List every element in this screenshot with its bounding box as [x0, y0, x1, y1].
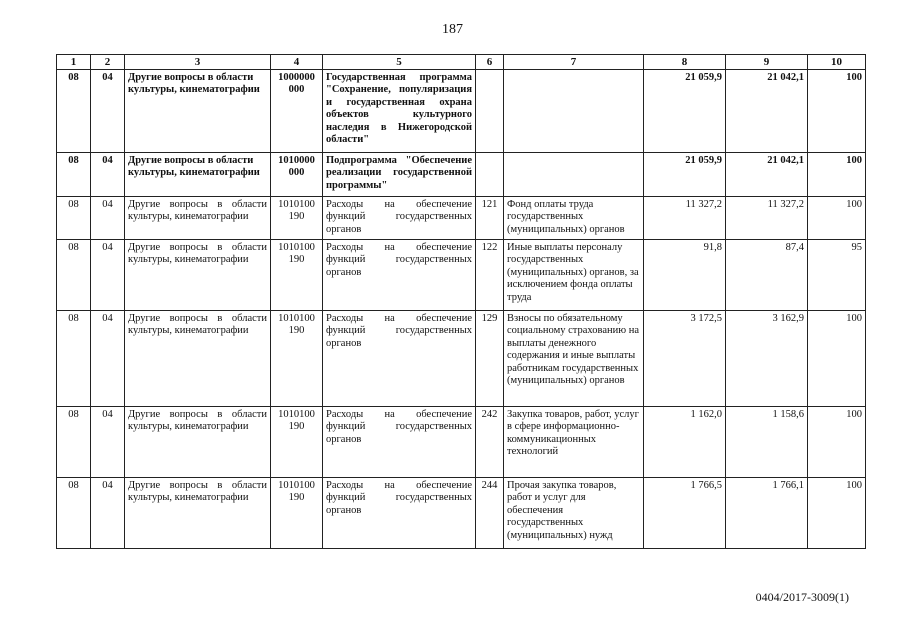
subsection-code: 04	[91, 478, 125, 549]
section-code: 08	[57, 478, 91, 549]
column-header: 10	[808, 55, 866, 70]
actual-amount: 21 042,1	[726, 153, 808, 197]
expense-type-code: 122	[476, 240, 504, 311]
expense-type-code: 242	[476, 407, 504, 478]
target-article-name: Расходы на обеспечение функций государственных органов	[323, 197, 476, 240]
planned-amount: 1 766,5	[644, 478, 726, 549]
expense-type-code: 244	[476, 478, 504, 549]
execution-percent: 100	[808, 407, 866, 478]
expense-type-name: Иные выплаты персоналу государственных (муниципальных) органов, за исключением фонда оплаты труда	[504, 240, 644, 311]
budget-table	[56, 54, 866, 549]
table-row	[57, 478, 866, 549]
target-article-name: Подпрограмма "Обеспечение реализации государственной программы"	[323, 153, 476, 197]
target-article-name: Расходы на обеспечение функций государственных органов	[323, 311, 476, 407]
section-name: Другие вопросы в области культуры, кинематографии	[125, 311, 271, 407]
table-header-row	[57, 55, 866, 70]
section-code: 08	[57, 70, 91, 153]
section-name: Другие вопросы в области культуры, кинематографии	[125, 478, 271, 549]
expense-type-code	[476, 153, 504, 197]
section-name: Другие вопросы в области культуры, кинематографии	[125, 153, 271, 197]
table-row	[57, 240, 866, 311]
column-header: 3	[125, 55, 271, 70]
column-header: 1	[57, 55, 91, 70]
target-article-code: 1010100 190	[271, 197, 323, 240]
column-header: 7	[504, 55, 644, 70]
section-name: Другие вопросы в области культуры, кинематографии	[125, 407, 271, 478]
section-name: Другие вопросы в области культуры, кинематографии	[125, 70, 271, 153]
target-article-name: Расходы на обеспечение функций государственных органов	[323, 407, 476, 478]
actual-amount: 87,4	[726, 240, 808, 311]
section-name: Другие вопросы в области культуры, кинематографии	[125, 240, 271, 311]
subsection-code: 04	[91, 153, 125, 197]
expense-type-name: Фонд оплаты труда государственных (муниципальных) органов	[504, 197, 644, 240]
section-code: 08	[57, 240, 91, 311]
subsection-code: 04	[91, 240, 125, 311]
target-article-name: Государственная программа "Сохранение, популяризация и государственная охрана объектов культурного наследия в Нижегородской области"	[323, 70, 476, 153]
column-header: 6	[476, 55, 504, 70]
actual-amount: 11 327,2	[726, 197, 808, 240]
execution-percent: 100	[808, 70, 866, 153]
column-header: 5	[323, 55, 476, 70]
subsection-code: 04	[91, 311, 125, 407]
target-article-name: Расходы на обеспечение функций государственных органов	[323, 478, 476, 549]
table-row	[57, 70, 866, 153]
column-header: 2	[91, 55, 125, 70]
expense-type-code: 129	[476, 311, 504, 407]
section-code: 08	[57, 197, 91, 240]
table-row	[57, 311, 866, 407]
column-header: 9	[726, 55, 808, 70]
column-header: 8	[644, 55, 726, 70]
execution-percent: 100	[808, 153, 866, 197]
planned-amount: 21 059,9	[644, 153, 726, 197]
target-article-code: 1010100 190	[271, 407, 323, 478]
execution-percent: 100	[808, 197, 866, 240]
table-row	[57, 153, 866, 197]
expense-type-code	[476, 70, 504, 153]
section-name: Другие вопросы в области культуры, кинематографии	[125, 197, 271, 240]
page-number: 187	[442, 22, 463, 37]
expense-type-name: Закупка товаров, работ, услуг в сфере информационно-коммуникационных технологий	[504, 407, 644, 478]
target-article-code: 1000000 000	[271, 70, 323, 153]
execution-percent: 95	[808, 240, 866, 311]
expense-type-name: Взносы по обязательному социальному страхованию на выплаты денежного содержания и иные выплаты работникам государственных (муниципальных) органов	[504, 311, 644, 407]
subsection-code: 04	[91, 70, 125, 153]
subsection-code: 04	[91, 407, 125, 478]
expense-type-code: 121	[476, 197, 504, 240]
document-code: 0404/2017-3009(1)	[755, 590, 849, 604]
actual-amount: 1 158,6	[726, 407, 808, 478]
target-article-name: Расходы на обеспечение функций государственных органов	[323, 240, 476, 311]
section-code: 08	[57, 153, 91, 197]
actual-amount: 1 766,1	[726, 478, 808, 549]
planned-amount: 11 327,2	[644, 197, 726, 240]
actual-amount: 21 042,1	[726, 70, 808, 153]
expense-type-name	[504, 153, 644, 197]
execution-percent: 100	[808, 311, 866, 407]
column-header: 4	[271, 55, 323, 70]
execution-percent: 100	[808, 478, 866, 549]
actual-amount: 3 162,9	[726, 311, 808, 407]
planned-amount: 21 059,9	[644, 70, 726, 153]
subsection-code: 04	[91, 197, 125, 240]
target-article-code: 1010100 190	[271, 311, 323, 407]
planned-amount: 1 162,0	[644, 407, 726, 478]
expense-type-name: Прочая закупка товаров, работ и услуг для обеспечения государственных (муниципальных) нужд	[504, 478, 644, 549]
table-row	[57, 197, 866, 240]
target-article-code: 1010100 190	[271, 240, 323, 311]
target-article-code: 1010100 190	[271, 478, 323, 549]
section-code: 08	[57, 407, 91, 478]
target-article-code: 1010000 000	[271, 153, 323, 197]
planned-amount: 3 172,5	[644, 311, 726, 407]
planned-amount: 91,8	[644, 240, 726, 311]
expense-type-name	[504, 70, 644, 153]
table-row	[57, 407, 866, 478]
section-code: 08	[57, 311, 91, 407]
